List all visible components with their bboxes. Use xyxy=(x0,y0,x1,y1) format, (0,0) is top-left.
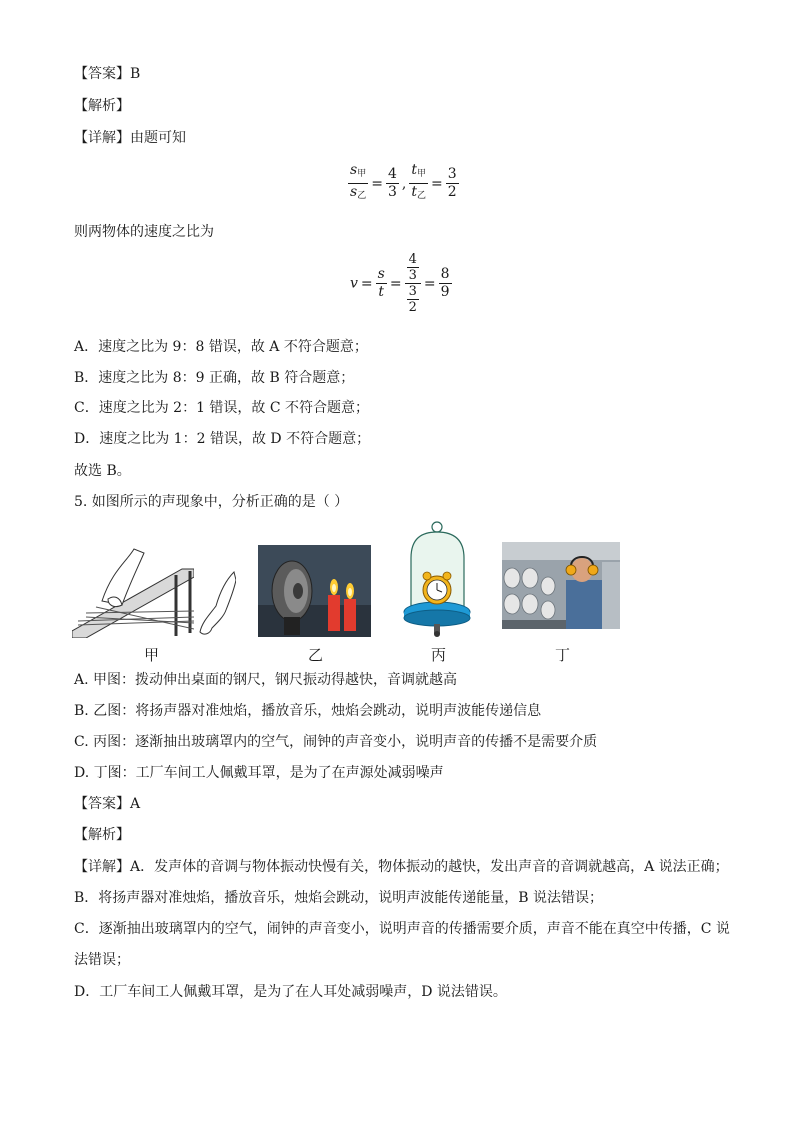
figure-ding-factory-worker xyxy=(502,542,620,629)
q5-detail-b: B．将扬声器对准烛焰，播放音乐，烛焰会跳动，说明声波能传递能量，B 说法错误； xyxy=(74,890,604,906)
figure-caption-jia: 甲 xyxy=(144,647,160,664)
figure-yi-speaker-candles xyxy=(258,545,371,637)
formula-speed-ratio: v = $\frac{s}{t}$ = $\frac{\frac{4}{3}}{\frac{3}{2}}$ = $\frac{8}{9}$ xyxy=(350,252,450,315)
q4-option-d: D．速度之比为 1：2 错误，故 D 不符合题意； xyxy=(74,431,371,447)
q5-option-d: D. 丁图：工厂车间工人佩戴耳罩，是为了在声源处减弱噪声 xyxy=(74,765,444,781)
figure-caption-ding: 丁 xyxy=(555,647,571,664)
q4-answer: 【答案】B xyxy=(74,66,141,82)
figure-jia-ruler xyxy=(72,541,194,638)
figure-jia-finger xyxy=(196,570,236,638)
q5-detail-a: 【详解】A．发声体的音调与物体振动快慢有关，物体振动的越快，发出声音的音调就越高，A 说法正确； xyxy=(74,859,729,875)
q5-option-a: A. 甲图：拨动伸出桌面的钢尺，钢尺振动得越快，音调就越高 xyxy=(74,672,458,688)
formula-distance-time-ratio: $\frac{s_甲}{s_乙}$ = $\frac{4}{3}$ , $\frac{t_甲}{t_乙}$ = $\frac{3}{2}$ xyxy=(350,162,457,201)
q5-answer: 【答案】A xyxy=(74,796,141,812)
figure-caption-bing: 丙 xyxy=(431,647,447,664)
q4-speed-intro: 则两物体的速度之比为 xyxy=(74,224,214,240)
q4-detail-intro: 【详解】由题可知 xyxy=(74,130,186,146)
q4-option-c: C．速度之比为 2：1 错误，故 C 不符合题意； xyxy=(74,400,370,416)
q4-conclusion: 故选 B。 xyxy=(74,463,131,479)
figure-caption-yi: 乙 xyxy=(308,647,324,664)
q4-option-a: A．速度之比为 9：8 错误，故 A 不符合题意； xyxy=(74,339,368,355)
q4-option-b: B．速度之比为 8：9 正确，故 B 符合题意； xyxy=(74,370,355,386)
q5-option-c: C. 丙图：逐渐抽出玻璃罩内的空气，闹钟的声音变小，说明声音的传播不是需要介质 xyxy=(74,734,598,750)
q5-option-b: B. 乙图：将扬声器对准烛焰，播放音乐，烛焰会跳动，说明声波能传递信息 xyxy=(74,703,542,719)
q4-analysis-heading: 【解析】 xyxy=(74,98,130,114)
q5-detail-c-cont: 法错误； xyxy=(74,952,130,968)
q5-detail-d: D．工厂车间工人佩戴耳罩，是为了在人耳处减弱噪声，D 说法错误。 xyxy=(74,984,507,1000)
q5-detail-c: C．逐渐抽出玻璃罩内的空气，闹钟的声音变小，说明声音的传播需要介质，声音不能在真空中传播，C 说 xyxy=(74,921,730,937)
q5-stem: 5. 如图所示的声现象中，分析正确的是（ ） xyxy=(74,494,349,510)
figure-bing-bell-jar xyxy=(400,520,475,638)
q5-analysis-heading: 【解析】 xyxy=(74,827,130,843)
